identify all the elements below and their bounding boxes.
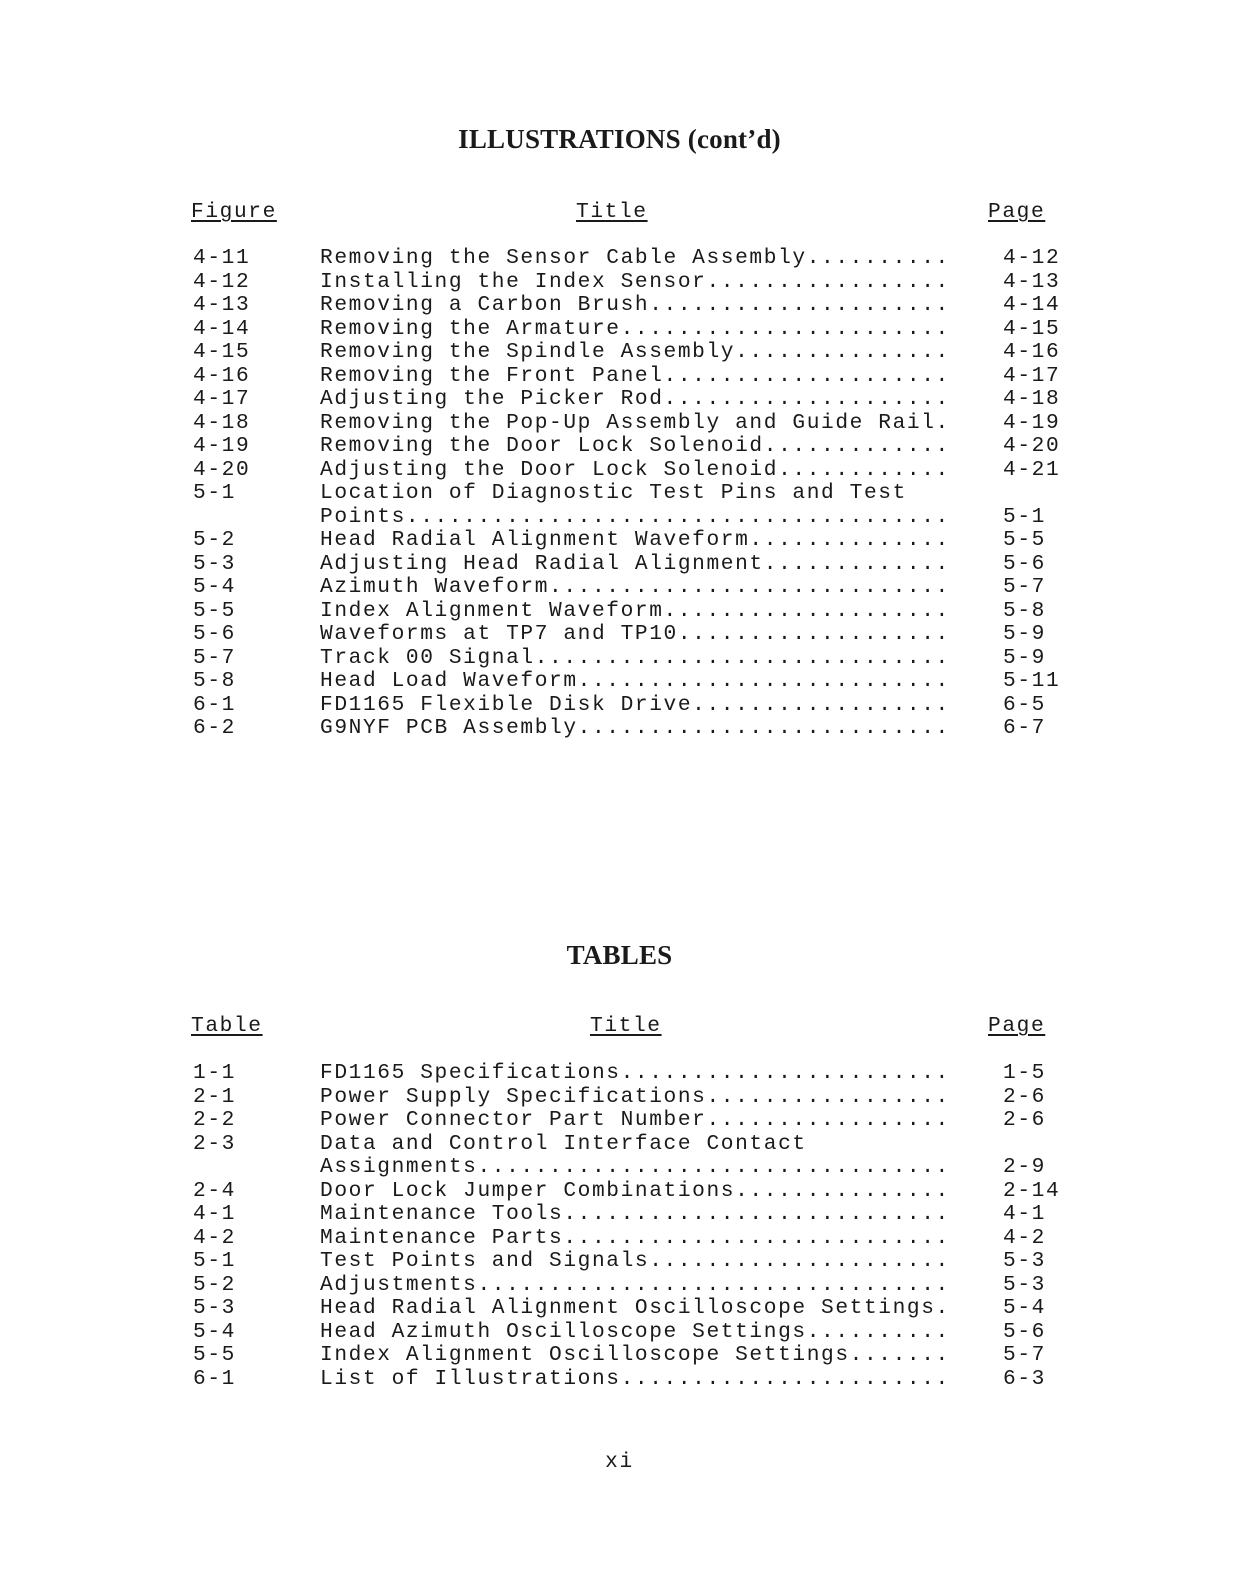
entry-page: 5-6 [1003, 551, 1046, 576]
entry-page: 4-16 [1003, 340, 1061, 364]
tables-list [0, 1061, 1239, 1390]
entry-number: 2-2 [193, 1108, 236, 1132]
entry-page: 4-15 [1003, 316, 1061, 341]
entry-page: 4-17 [1003, 363, 1061, 388]
entry-number: 5-2 [193, 1272, 236, 1297]
entry-title: FD1165 Flexible Disk Drive.................. [320, 692, 950, 717]
entry-page: 4-18 [1003, 387, 1061, 411]
page-column-header: Page [988, 200, 1046, 224]
illustrations-list [0, 246, 1239, 740]
entry-number: 5-5 [193, 598, 236, 623]
entry-title: Removing the Spindle Assembly............... [320, 340, 950, 364]
entry-title: Adjusting the Picker Rod.................... [320, 387, 950, 411]
list-item [0, 599, 1239, 623]
entry-number: 6-1 [193, 1366, 236, 1391]
entry-number: 5-3 [193, 551, 236, 576]
entry-title: Assignments................................. [320, 1155, 950, 1179]
tables-heading: TABLES [566, 940, 673, 970]
list-item [0, 505, 1239, 529]
entry-number: 4-20 [193, 457, 251, 482]
list-item [0, 646, 1239, 670]
entry-page: 2-6 [1003, 1108, 1046, 1132]
entry-number: 4-14 [193, 316, 251, 341]
entry-number: 4-15 [193, 340, 251, 364]
list-item [0, 340, 1239, 364]
entry-page: 5-8 [1003, 598, 1046, 623]
entry-page: 5-9 [1003, 622, 1046, 646]
entry-number: 4-13 [193, 293, 251, 317]
list-item [0, 575, 1239, 599]
list-item [0, 1249, 1239, 1273]
entry-title: List of Illustrations....................... [320, 1366, 950, 1391]
entry-title: Index Alignment Oscilloscope Settings....... [320, 1343, 950, 1367]
entry-number: 5-7 [193, 645, 236, 670]
page-number: xi [605, 1450, 634, 1474]
list-item [0, 458, 1239, 482]
entry-title: Removing the Sensor Cable Assembly.......... [320, 246, 950, 270]
entry-title: Door Lock Jumper Combinations............... [320, 1178, 950, 1203]
list-item [0, 1296, 1239, 1320]
list-item [0, 552, 1239, 576]
entry-title: Maintenance Parts........................... [320, 1225, 950, 1250]
table-column-header: Table [191, 1014, 263, 1038]
entry-title: Adjusting the Door Lock Solenoid............ [320, 457, 950, 482]
entry-title: G9NYF PCB Assembly.......................... [320, 716, 950, 740]
list-item [0, 293, 1239, 317]
entry-page: 4-13 [1003, 269, 1061, 294]
entry-page: 2-14 [1003, 1178, 1061, 1203]
entry-title: Removing the Door Lock Solenoid............. [320, 434, 950, 458]
list-item [0, 622, 1239, 646]
entry-number: 4-18 [193, 410, 251, 435]
list-item [0, 1108, 1239, 1132]
entry-page: 5-3 [1003, 1272, 1046, 1297]
entry-number: 4-12 [193, 269, 251, 294]
entry-page: 6-3 [1003, 1366, 1046, 1391]
list-item [0, 1343, 1239, 1367]
entry-title: Location of Diagnostic Test Pins and Test [320, 481, 907, 505]
list-item [0, 1179, 1239, 1203]
list-item [0, 246, 1239, 270]
entry-page: 5-9 [1003, 645, 1046, 670]
entry-title: Azimuth Waveform............................ [320, 575, 950, 599]
entry-page: 5-5 [1003, 528, 1046, 552]
entry-page: 5-6 [1003, 1319, 1046, 1344]
entry-number: 2-1 [193, 1084, 236, 1109]
list-item [0, 1273, 1239, 1297]
entry-page: 5-11 [1003, 669, 1061, 693]
entry-number: 4-19 [193, 434, 251, 458]
tables-page-column-header: Page [988, 1014, 1046, 1038]
list-item [0, 434, 1239, 458]
entry-number: 2-3 [193, 1131, 236, 1156]
entry-number: 1-1 [193, 1061, 236, 1085]
entry-page: 2-6 [1003, 1084, 1046, 1109]
entry-title: Removing the Pop-Up Assembly and Guide Rail. [320, 410, 950, 435]
entry-title: Adjustments................................. [320, 1272, 950, 1297]
entry-title: Head Load Waveform.......................... [320, 669, 950, 693]
entry-page: 4-20 [1003, 434, 1061, 458]
entry-number: 2-4 [193, 1178, 236, 1203]
entry-number: 5-4 [193, 1319, 236, 1344]
entry-number: 5-3 [193, 1296, 236, 1320]
entry-title: Head Radial Alignment Oscilloscope Settings. [320, 1296, 950, 1320]
figure-column-header: Figure [191, 200, 277, 224]
entry-number: 4-11 [193, 246, 251, 270]
list-item [0, 317, 1239, 341]
list-item [0, 693, 1239, 717]
list-item [0, 270, 1239, 294]
entry-number: 4-2 [193, 1225, 236, 1250]
entry-number: 5-1 [193, 481, 236, 505]
list-item [0, 716, 1239, 740]
list-item [0, 387, 1239, 411]
entry-title: Head Radial Alignment Waveform.............. [320, 528, 950, 552]
entry-number: 5-6 [193, 622, 236, 646]
entry-page: 4-14 [1003, 293, 1061, 317]
entry-number: 5-2 [193, 528, 236, 552]
entry-number: 4-17 [193, 387, 251, 411]
entry-page: 6-5 [1003, 692, 1046, 717]
entry-title: Maintenance Tools........................... [320, 1202, 950, 1226]
entry-page: 5-3 [1003, 1249, 1046, 1273]
list-item [0, 1202, 1239, 1226]
tables-title-column-header: Title [590, 1014, 662, 1038]
entry-page: 4-19 [1003, 410, 1061, 435]
list-item [0, 1085, 1239, 1109]
entry-title: Head Azimuth Oscilloscope Settings.......... [320, 1319, 950, 1344]
entry-title: Removing the Front Panel.................... [320, 363, 950, 388]
entry-number: 5-8 [193, 669, 236, 693]
entry-page: 5-7 [1003, 1343, 1046, 1367]
title-column-header: Title [576, 200, 648, 224]
list-item [0, 481, 1239, 505]
entry-number: 6-2 [193, 716, 236, 740]
list-item [0, 1226, 1239, 1250]
list-item [0, 669, 1239, 693]
entry-title: Power Connector Part Number................. [320, 1108, 950, 1132]
list-item [0, 528, 1239, 552]
entry-title: Removing a Carbon Brush..................... [320, 293, 950, 317]
entry-page: 4-12 [1003, 246, 1061, 270]
entry-title: Waveforms at TP7 and TP10................... [320, 622, 950, 646]
entry-title: Index Alignment Waveform.................... [320, 598, 950, 623]
list-item [0, 1320, 1239, 1344]
entry-number: 6-1 [193, 692, 236, 717]
entry-page: 5-4 [1003, 1296, 1046, 1320]
list-item [0, 1155, 1239, 1179]
entry-number: 4-16 [193, 363, 251, 388]
list-item [0, 1367, 1239, 1391]
entry-title: Installing the Index Sensor................. [320, 269, 950, 294]
entry-number: 5-1 [193, 1249, 236, 1273]
list-item [0, 1132, 1239, 1156]
entry-number: 4-1 [193, 1202, 236, 1226]
entry-title: Data and Control Interface Contact [320, 1131, 807, 1156]
list-item [0, 411, 1239, 435]
entry-title: Adjusting Head Radial Alignment............. [320, 551, 950, 576]
entry-title: Removing the Armature....................... [320, 316, 950, 341]
entry-title: Power Supply Specifications................. [320, 1084, 950, 1109]
entry-page: 6-7 [1003, 716, 1046, 740]
entry-page: 4-21 [1003, 457, 1061, 482]
entry-number: 5-4 [193, 575, 236, 599]
entry-page: 5-1 [1003, 504, 1046, 529]
entry-page: 2-9 [1003, 1155, 1046, 1179]
entry-number: 5-5 [193, 1343, 236, 1367]
entry-title: Points...................................... [320, 504, 950, 529]
entry-title: Test Points and Signals..................... [320, 1249, 950, 1273]
illustrations-heading: ILLUSTRATIONS (cont’d) [458, 124, 781, 154]
list-item [0, 364, 1239, 388]
entry-page: 5-7 [1003, 575, 1046, 599]
entry-page: 4-2 [1003, 1225, 1046, 1250]
entry-title: FD1165 Specifications....................... [320, 1061, 950, 1085]
entry-title: Track 00 Signal............................. [320, 645, 950, 670]
entry-page: 1-5 [1003, 1061, 1046, 1085]
list-item [0, 1061, 1239, 1085]
entry-page: 4-1 [1003, 1202, 1046, 1226]
